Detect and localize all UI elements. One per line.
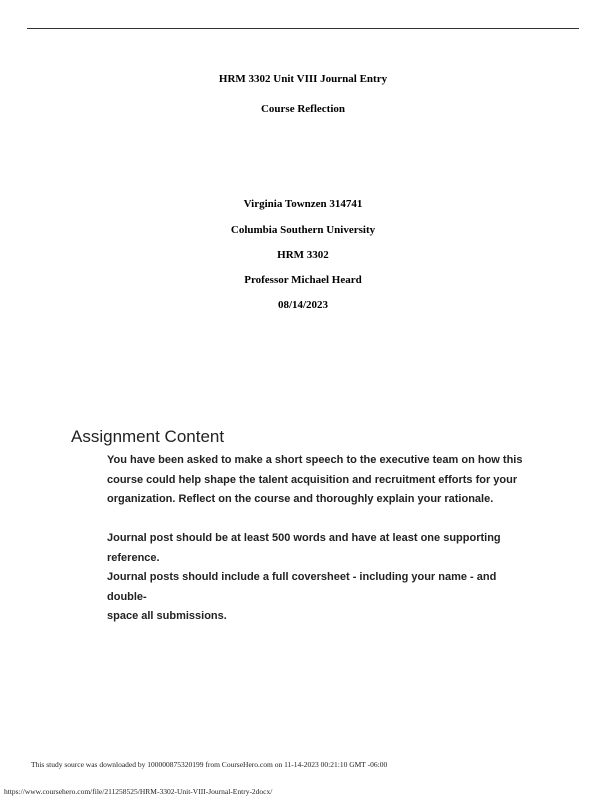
professor-name: Professor Michael Heard [244,274,362,286]
paragraph-line: space all submissions. [107,610,227,622]
paragraph-line: Journal post should be at least 500 words and have at least one supporting reference. [107,532,501,564]
course-code: HRM 3302 [277,249,329,261]
source-url[interactable]: https://www.coursehero.com/file/211258525/HRM-3302-Unit-VIII-Journal-Entry-2docx/ [4,787,273,796]
assignment-paragraph-1 [107,451,527,510]
paragraph-line: organization. Reflect on the course and thoroughly explain your rationale. [107,493,494,505]
paragraph-line: course could help shape the talent acquisition and recruitment efforts for your [107,473,518,486]
document-subtitle: Course Reflection [260,103,345,115]
student-name: Virginia Townzen 314741 [243,198,363,210]
download-source-note: This study source was downloaded by 100000875320199 from CourseHero.com on 11-14-2023 00:21:10 GMT -06:00 [31,760,388,769]
submission-date: 08/14/2023 [277,299,329,311]
assignment-heading: Assignment Content [71,427,225,446]
university-name: Columbia Southern University [230,224,376,236]
paragraph-line: You have been asked to make a short speech to the executive team on how this [107,454,523,466]
paragraph-line: Journal posts should include a full coversheet - including your name - and double- [107,571,497,603]
document-title: HRM 3302 Unit VIII Journal Entry [218,73,388,85]
assignment-paragraph-2 [107,529,527,627]
top-divider [27,28,579,29]
